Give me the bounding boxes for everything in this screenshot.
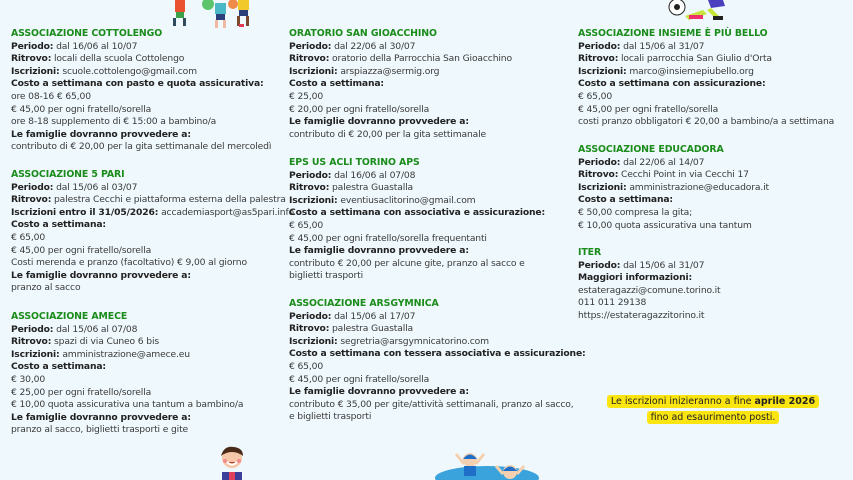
info-line: Costo a settimana: [11,219,106,231]
info-line: Costo a settimana: [289,78,384,90]
info-line: € 45,00 per ogni fratello/sorella [289,373,430,385]
info-line: Periodo: dal 16/06 al 10/07 [11,40,138,52]
association-iter [578,247,848,323]
info-line: € 10,00 quota assicurativa una tantum a bambino/a [11,399,244,411]
info-line: Iscrizioni: marco@insiemepiubello.org [578,65,754,77]
info-line: Iscrizioni: arspiazza@sermig.org [289,65,440,77]
info-line: Costo a settimana: [11,361,106,373]
info-line: Le famiglie dovranno provvedere a: [11,269,191,281]
association-eps-us-acli [289,157,579,283]
info-line: Ritrovo: locali parrocchia San Giulio d'Orta [578,53,772,65]
info-line: contributo di € 20,00 per la gita settimanale [289,128,487,140]
info-line: Le famiglie dovranno provvedere a: [289,386,469,398]
notice-line-2: fino ad esaurimento posti. [647,411,780,424]
info-line: Maggiori informazioni: [578,272,693,284]
association-title: ASSOCIAZIONE EDUCADORA [578,144,724,155]
association-title: ASSOCIAZIONE COTTOLENGO [11,28,163,39]
email-link[interactable]: estateragazzi@comune.torino.it [578,284,721,296]
info-line: € 25,00 [289,90,324,102]
association-insieme-e-piu-bello [578,28,848,129]
info-line: € 65,00 [289,219,324,231]
info-line: pranzo al sacco [11,282,81,294]
info-line: Periodo: dal 15/06 al 31/07 [578,259,705,271]
info-line: Periodo: dal 22/06 al 14/07 [578,156,705,168]
info-line: Costo a settimana con associativa e assicurazione: [289,207,546,219]
info-line: Costo a settimana con assicurazione: [578,78,766,90]
info-line: Ritrovo: palestra Guastalla [289,182,414,194]
association-oratorio-san-gioacchino [289,28,579,141]
info-line: Le famiglie dovranno provvedere a: [289,245,469,257]
kid-soccer-illustration [663,0,743,22]
info-line: Iscrizioni: eventiusaclitorino@gmail.com [289,194,476,206]
association-educadora [578,144,848,232]
info-line: € 25,00 per ogni fratello/sorella [11,386,152,398]
info-line: Iscrizioni: amministrazione@educadora.it [578,181,769,193]
info-line: Ritrovo: palestra Guastalla [289,323,414,335]
association-title: ASSOCIAZIONE INSIEME È PIÙ BELLO [578,28,768,39]
association-title: ASSOCIAZIONE 5 PARI [11,169,125,180]
info-line: € 45,00 per ogni fratello/sorella frequentanti [289,232,487,244]
association-arsgymnica [289,298,586,424]
info-line: € 65,00 [289,360,324,372]
registration-notice [578,394,848,426]
info-line: € 45,00 per ogni fratello/sorella [11,103,152,115]
info-line: € 10,00 quota assicurativa una tantum [578,219,752,231]
info-line: Periodo: dal 16/06 al 07/08 [289,169,416,181]
info-line: Ritrovo: Cecchi Point in via Cecchi 17 [578,169,749,181]
association-5-pari [11,169,295,295]
info-line: ore 08-16 € 65,00 [11,90,91,102]
info-line: Iscrizioni: amministrazione@amece.eu [11,348,190,360]
association-title: ITER [578,247,602,258]
association-cottolengo [11,28,291,154]
info-line: € 65,00 [11,231,46,243]
info-line: Periodo: dal 15/06 al 03/07 [11,181,138,193]
info-line: Iscrizioni: segretria@arsgymnicatorino.com [289,335,489,347]
info-line: Periodo: dal 15/06 al 31/07 [578,40,705,52]
association-amece [11,311,291,437]
info-line: Ritrovo: locali della scuola Cottolengo [11,53,185,65]
info-line: contributo € 20,00 per alcune gite, pranzo al sacco e [289,257,525,269]
info-line: Periodo: dal 15/06 al 07/08 [11,323,138,335]
association-title: ASSOCIAZIONE AMECE [11,311,128,322]
association-title: EPS US ACLI TORINO APS [289,157,420,168]
info-line: pranzo al sacco, biglietti trasporti e gite [11,424,189,436]
info-line: Costo a settimana con tessera associativa e assicurazione: [289,348,586,360]
info-line: biglietti trasporti [289,270,363,282]
info-line: € 45,00 per ogni fratello/sorella [578,103,719,115]
info-line: € 50,00 compresa la gita; [578,206,693,218]
info-line: costi pranzo obbligatori € 20,00 a bambino/a a settimana [578,116,835,128]
kids-playing-ball-illustration [165,0,255,30]
info-line: ore 8-18 supplemento di € 15:00 a bambino/a [11,116,217,128]
info-line: Iscrizioni: scuole.cottolengo@gmail.com [11,65,197,77]
info-line: € 30,00 [11,373,46,385]
info-line: Le famiglie dovranno provvedere a: [11,128,191,140]
info-line: contributo € 35,00 per gite/attività settimanali, pranzo al sacco, [289,398,574,410]
association-title: ASSOCIAZIONE ARSGYMNICA [289,298,439,309]
info-line: contributo di € 20,00 per la gita settimanale del mercoledì [11,141,272,153]
info-line: e biglietti trasporti [289,411,372,423]
info-line: Ritrovo: oratorio della Parrocchia San Gioacchino [289,53,512,65]
kids-swimming-illustration [432,450,542,480]
info-line: Ritrovo: spazi di via Cuneo 6 bis [11,336,159,348]
phone-number: 011 011 29138 [578,297,647,309]
boy-athlete-illustration [212,444,252,480]
info-line: Costi merenda e pranzo (facoltativo) € 9,00 al giorno [11,257,247,269]
info-line: Periodo: dal 15/06 al 17/07 [289,310,416,322]
info-line: Le famiglie dovranno provvedere a: [289,116,469,128]
info-line: Iscrizioni entro il 31/05/2026: accademiasport@as5pari.info [11,206,295,218]
info-line: Ritrovo: palestra Cecchi e piattaforma esterna della palestra [11,194,286,206]
info-line: € 45,00 per ogni fratello/sorella [11,244,152,256]
info-line: Le famiglie dovranno provvedere a: [11,411,191,423]
association-title: ORATORIO SAN GIOACCHINO [289,28,437,39]
notice-line-1: Le iscrizioni inizieranno a fine aprile 2026 [607,395,819,408]
info-line: Periodo: dal 22/06 al 30/07 [289,40,416,52]
info-line: Costo a settimana con pasto e quota assicurativa: [11,78,264,90]
info-line: € 20,00 per ogni fratello/sorella [289,103,430,115]
info-line: Costo a settimana: [578,194,673,206]
website-link[interactable]: https://estateragazzitorino.it [578,309,705,321]
info-line: € 65,00 [578,90,613,102]
